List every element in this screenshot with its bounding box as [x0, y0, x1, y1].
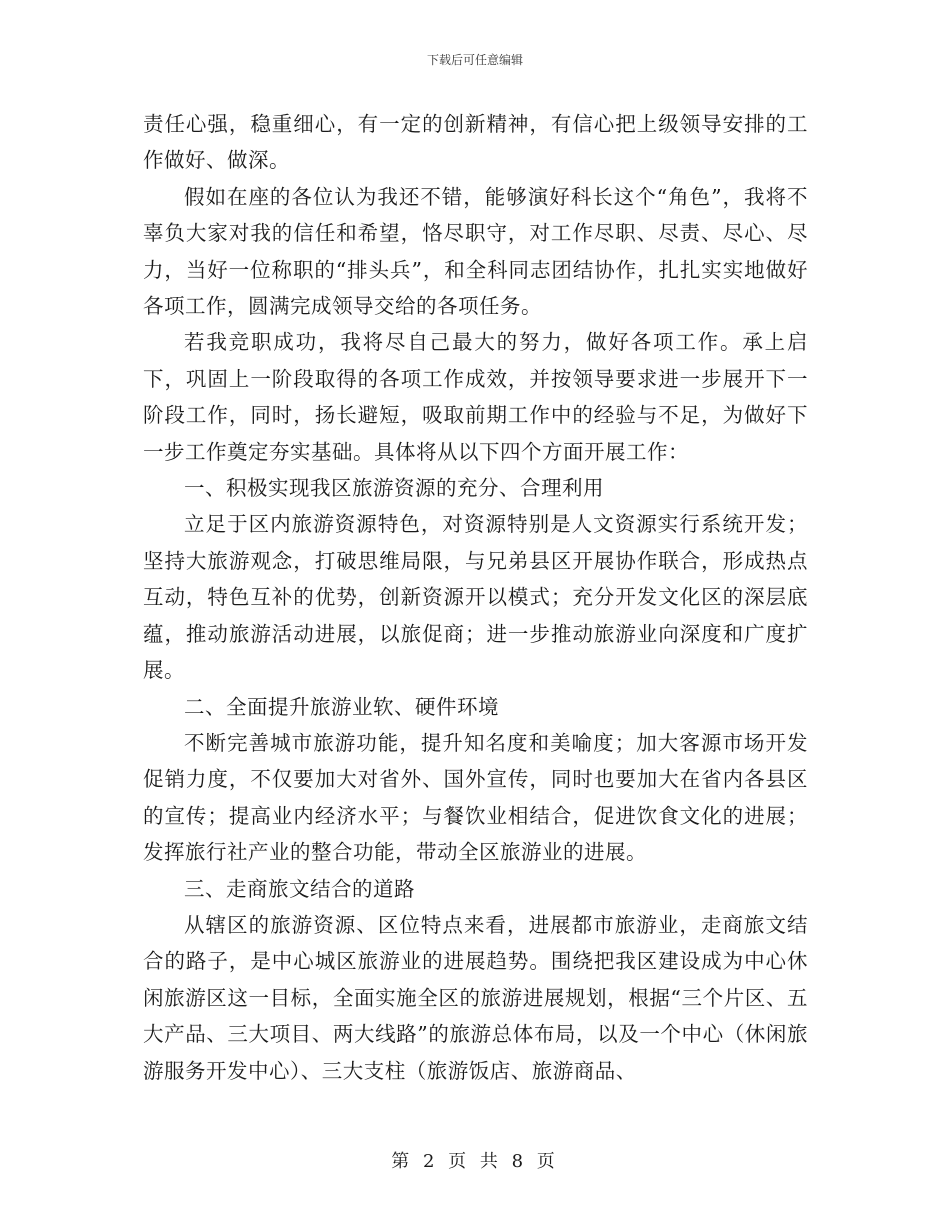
document-body: [143, 106, 808, 1089]
paragraph-section-3: 从辖区的旅游资源、区位特点来看，进展都市旅游业，走商旅文结合的路子，是中心城区旅游业的进展趋势。围绕把我区建设成为中心休闲旅游区这一目标，全面实施全区的旅游进展规划，根据“三个片区、五大产品、三大项目、两大线路”的旅游总体布局，以及一个中心（休闲旅游服务开发中心）、三大支柱（旅游饭店、旅游商品、: [143, 912, 808, 1083]
paragraph-candidacy: 假如在座的各位认为我还不错，能够演好科长这个“角色”，我将不辜负大家对我的信任和希望，恪尽职守，对工作尽职、尽责、尽心、尽力，当好一位称职的“排头兵”，和全科同志团结协作，扎扎实实地做好各项工作，圆满完成领导交给的各项任务。: [143, 184, 808, 319]
section-heading-2: 二、全面提升旅游业软、硬件环境: [184, 694, 499, 719]
section-heading-3: 三、走商旅文结合的道路: [184, 876, 415, 901]
paragraph-plan-intro: 若我竞职成功，我将尽自己最大的努力，做好各项工作。承上启下，巩固上一阶段取得的各项工作成效，并按领导要求进一步展开下一阶段工作，同时，扬长避短，吸取前期工作中的经验与不足，为做好下一步工作奠定夯实基础。具体将从以下四个方面开展工作：: [143, 330, 808, 464]
page-number: 第 2 页 共 8 页: [391, 1151, 559, 1172]
page-header-note: 下载后可任意编辑: [426, 53, 523, 67]
paragraph-section-2: 不断完善城市旅游功能，提升知名度和美喻度；加大客源市场开发促销力度，不仅要加大对省外、国外宣传，同时也要加大在省内各县区的宣传；提高业内经济水平；与餐饮业相结合，促进饮食文化的进展；发挥旅行社产业的整合功能，带动全区旅游业的进展。: [143, 730, 808, 865]
section-heading-1: 一、积极实现我区旅游资源的充分、合理利用: [184, 476, 604, 501]
paragraph-continuation: 责任心强，稳重细心，有一定的创新精神，有信心把上级领导安排的工作做好、做深。: [143, 112, 808, 173]
paragraph-section-1: 立足于区内旅游资源特色，对资源特别是人文资源实行系统开发；坚持大旅游观念，打破思维局限，与兄弟县区开展协作联合，形成热点互动，特色互补的优势，创新资源开以模式；充分开发文化区的深层底蕴，推动旅游活动进展，以旅促商；进一步推动旅游业向深度和广度扩展。: [143, 512, 808, 683]
